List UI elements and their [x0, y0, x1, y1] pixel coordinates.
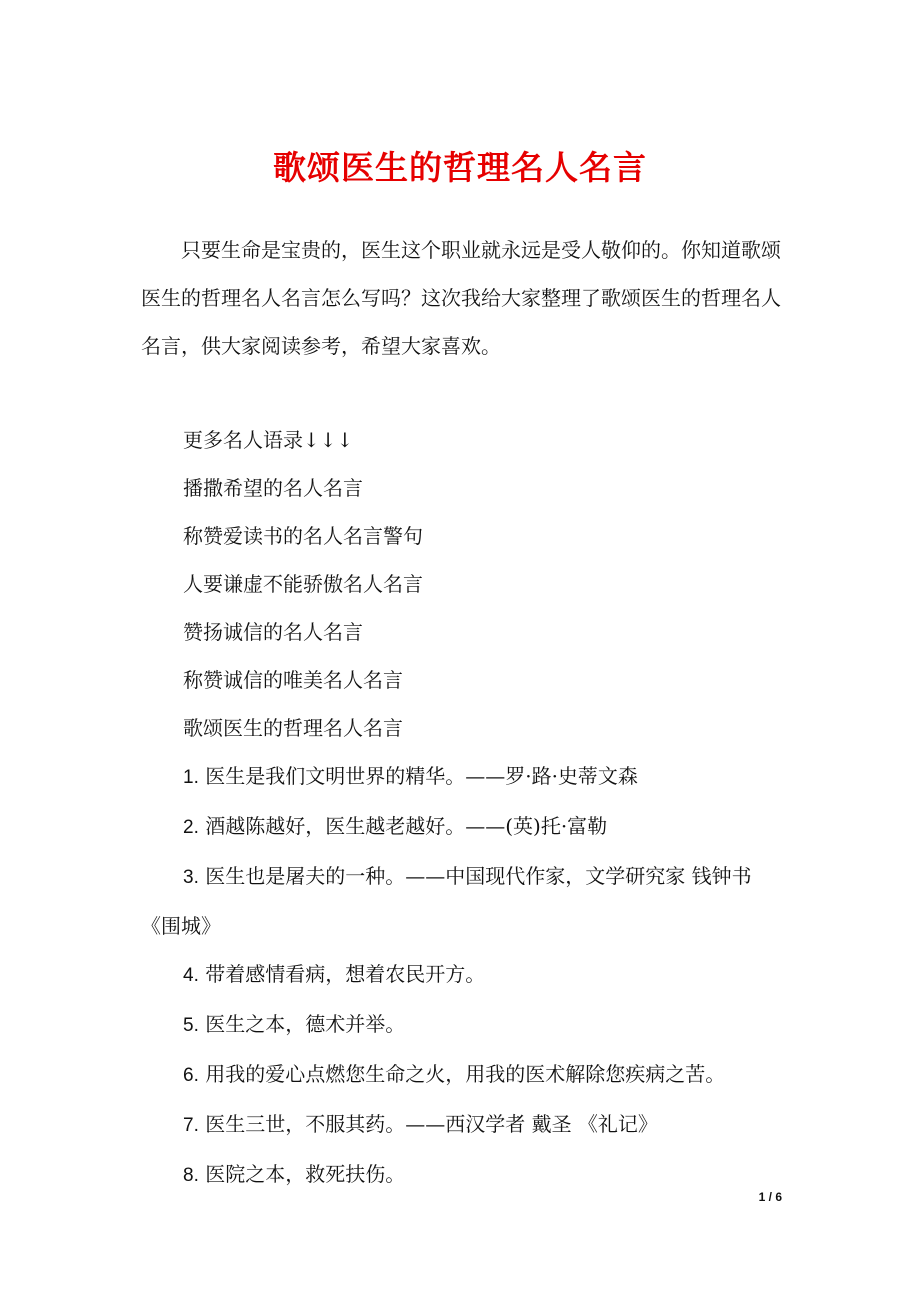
page-number: 1 / 6: [758, 1190, 782, 1204]
quote-number: 6.: [183, 1065, 199, 1086]
link-doctor-quotes[interactable]: 歌颂医生的哲理名人名言: [183, 716, 403, 740]
quote-text: 医生也是屠夫的一种。——中国现代作家，文学研究家 钱钟书 《围城》: [141, 864, 752, 938]
quote-item: [141, 752, 781, 802]
quote-number: 1.: [183, 767, 199, 788]
link-humility-quotes[interactable]: 人要谦虚不能骄傲名人名言: [183, 572, 423, 596]
quote-number: 7.: [183, 1115, 199, 1136]
quote-item: [141, 802, 781, 852]
quote-text: 带着感情看病，想着农民开方。: [205, 962, 486, 986]
content-list: [141, 416, 781, 1200]
quote-number: 8.: [183, 1165, 199, 1186]
quote-text: 医生是我们文明世界的精华。——罗·路·史蒂文森: [205, 764, 638, 788]
quote-item: [141, 950, 781, 1000]
quote-text: 酒越陈越好，医生越老越好。——(英)托·富勒: [205, 814, 608, 838]
link-hope-quotes[interactable]: 播撒希望的名人名言: [183, 476, 363, 500]
quote-number: 3.: [183, 867, 199, 888]
quote-number: 2.: [183, 817, 199, 838]
link-more-quotes[interactable]: 更多名人语录↓↓↓: [183, 428, 354, 452]
quote-text: 医院之本，救死扶伤。: [205, 1162, 406, 1186]
quote-text: 医生之本，德术并举。: [205, 1012, 406, 1036]
link-reading-quotes[interactable]: 称赞爱读书的名人名言警句: [183, 524, 423, 548]
link-honesty-beautiful-quotes[interactable]: 称赞诚信的唯美名人名言: [183, 668, 403, 692]
quote-item: [141, 1050, 781, 1100]
intro-paragraph: 只要生命是宝贵的，医生这个职业就永远是受人敬仰的。你知道歌颂医生的哲理名人名言怎么写吗？这次我给大家整理了歌颂医生的哲理名人名言，供大家阅读参考，希望大家喜欢。: [141, 238, 781, 358]
quote-item: [141, 1000, 781, 1050]
quote-item: [141, 1100, 781, 1150]
quote-item: [141, 1150, 781, 1200]
quote-number: 5.: [183, 1015, 199, 1036]
quote-number: 4.: [183, 965, 199, 986]
quote-item: [141, 852, 781, 950]
document-title: 歌颂医生的哲理名人名言: [273, 148, 647, 187]
link-honesty-quotes[interactable]: 赞扬诚信的名人名言: [183, 620, 363, 644]
quote-text: 医生三世，不服其药。——西汉学者 戴圣 《礼记》: [205, 1112, 658, 1136]
quote-text: 用我的爱心点燃您生命之火，用我的医术解除您疾病之苦。: [205, 1062, 726, 1086]
